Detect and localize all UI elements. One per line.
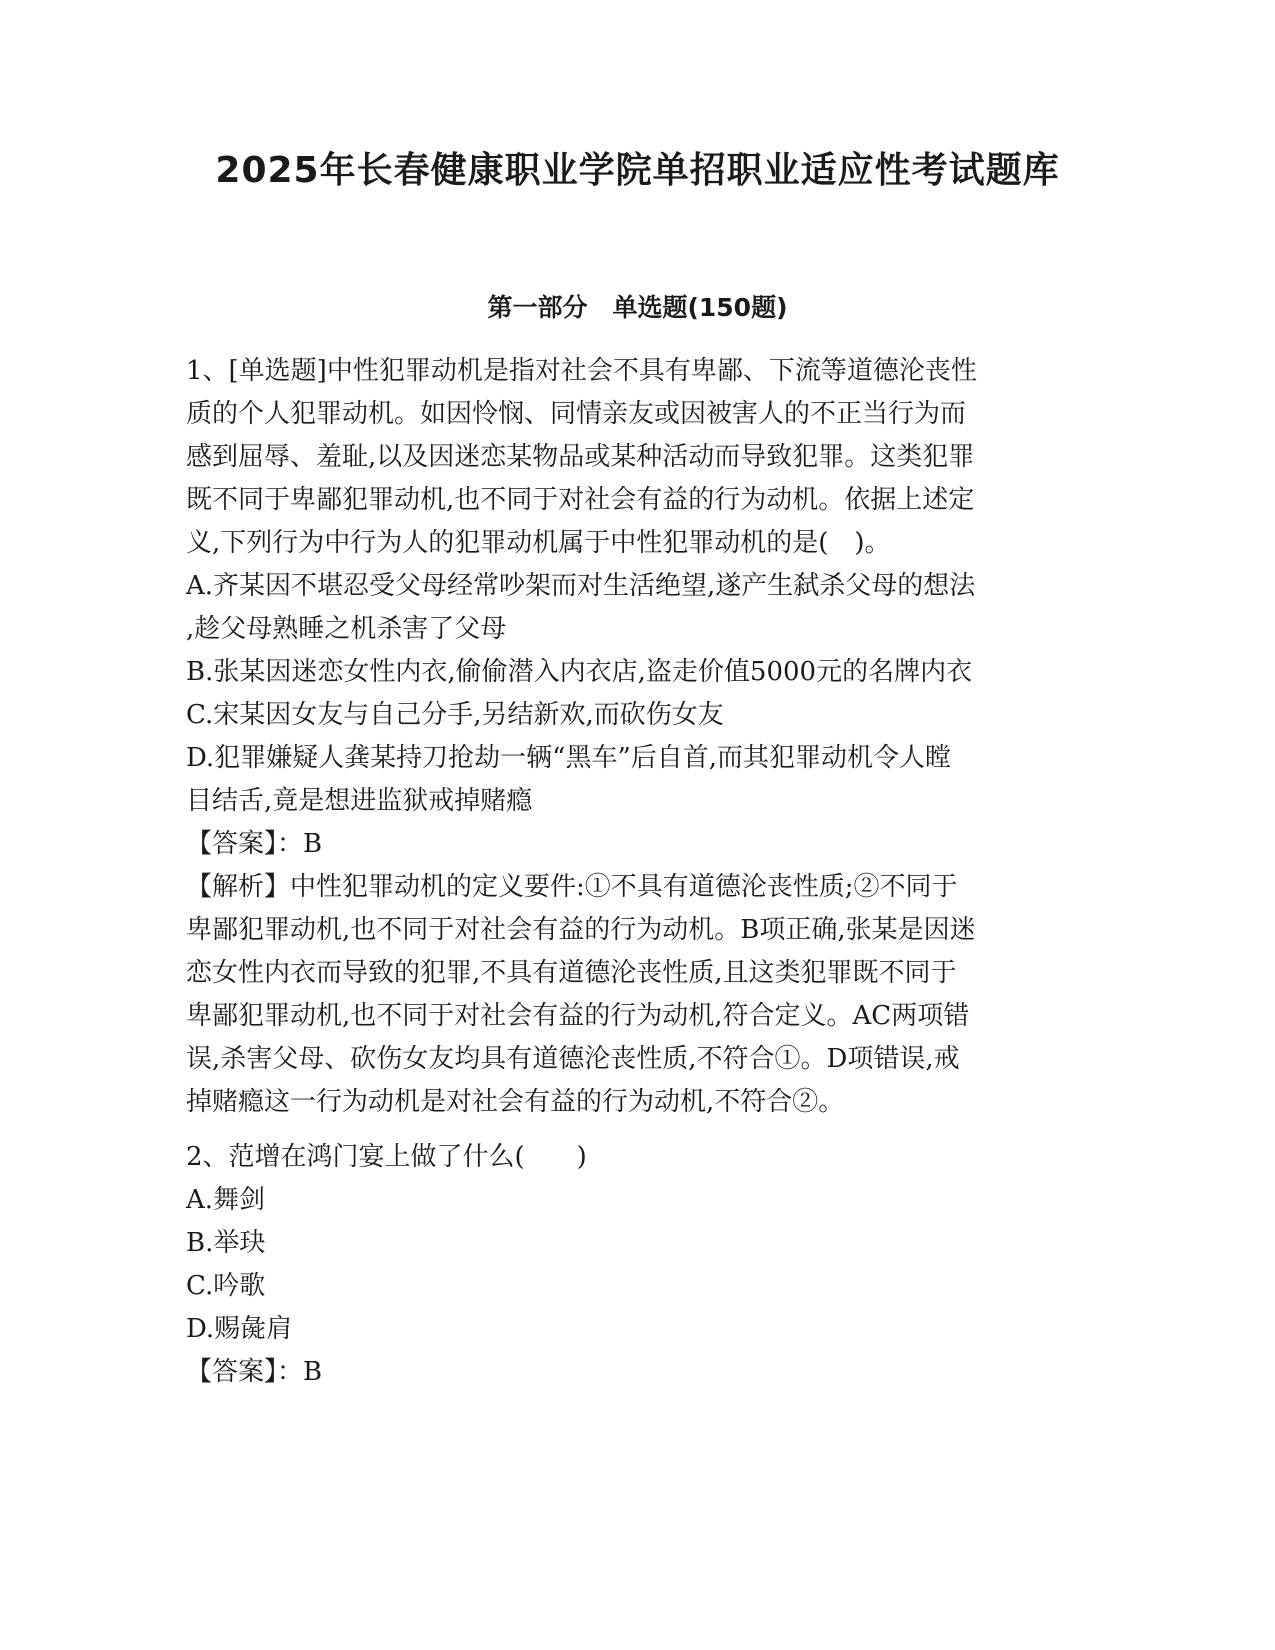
question-stem: [186, 1136, 1086, 1179]
question-options: [186, 565, 1086, 823]
question-2: [186, 1136, 1086, 1394]
option-b: B.举玦: [186, 1228, 266, 1258]
analysis-line: 卑鄙犯罪动机,也不同于对社会有益的行为动机,符合定义。AC两项错: [186, 1001, 970, 1031]
question-stem: [186, 350, 1086, 565]
option-d: D.赐彘肩: [186, 1314, 293, 1344]
document-title: 2025年长春健康职业学院单招职业适应性考试题库: [215, 150, 1060, 191]
stem-line: 2、范增在鸿门宴上做了什么( ): [186, 1142, 587, 1172]
option-d: D.犯罪嫌疑人龚某持刀抢劫一辆“黑车”后自首,而其犯罪动机令人瞠: [186, 743, 952, 773]
option-c: C.宋某因女友与自己分手,另结新欢,而砍伤女友: [186, 700, 724, 730]
option-c: C.吟歌: [186, 1271, 266, 1301]
stem-line: 感到屈辱、羞耻,以及因迷恋某物品或某种活动而导致犯罪。这类犯罪: [186, 442, 975, 472]
answer-label: 【答案】：B: [186, 829, 323, 859]
question-1: [186, 350, 1086, 1124]
analysis-line: 恋女性内衣而导致的犯罪,不具有道德沦丧性质,且这类犯罪既不同于: [186, 958, 957, 988]
analysis: [186, 866, 1086, 1124]
option-a: A.舞剑: [186, 1185, 266, 1215]
option-d-continued: 目结舌,竟是想进监狱戒掉赌瘾: [186, 786, 533, 816]
stem-line: 义,下列行为中行为人的犯罪动机属于中性犯罪动机的是( )。: [186, 528, 891, 558]
option-b: B.张某因迷恋女性内衣,偷偷潜入内衣店,盗走价值5000元的名牌内衣: [186, 657, 973, 687]
option-a-continued: ,趁父母熟睡之机杀害了父母: [186, 614, 507, 644]
answer-label: 【答案】：B: [186, 1357, 323, 1387]
stem-line: 1、[单选题]中性犯罪动机是指对社会不具有卑鄙、下流等道德沦丧性: [186, 356, 977, 386]
analysis-line: 卑鄙犯罪动机,也不同于对社会有益的行为动机。B项正确,张某是因迷: [186, 915, 976, 945]
analysis-line: 掉赌瘾这一行为动机是对社会有益的行为动机,不符合②。: [186, 1087, 845, 1117]
option-a: A.齐某因不堪忍受父母经常吵架而对生活绝望,遂产生弑杀父母的想法: [186, 571, 976, 601]
question-separator: [186, 1124, 1086, 1136]
question-list: [186, 350, 1086, 1394]
analysis-line: 误,杀害父母、砍伤女友均具有道德沦丧性质,不符合①。D项错误,戒: [186, 1044, 960, 1074]
question-options: [186, 1179, 1086, 1351]
section-title: 第一部分 单选题(150题): [487, 293, 788, 322]
stem-line: 质的个人犯罪动机。如因怜悯、同情亲友或因被害人的不正当行为而: [186, 399, 967, 429]
analysis-line: 【解析】中性犯罪动机的定义要件:①不具有道德沦丧性质;②不同于: [186, 872, 958, 902]
stem-line: 既不同于卑鄙犯罪动机,也不同于对社会有益的行为动机。依据上述定: [186, 485, 975, 515]
